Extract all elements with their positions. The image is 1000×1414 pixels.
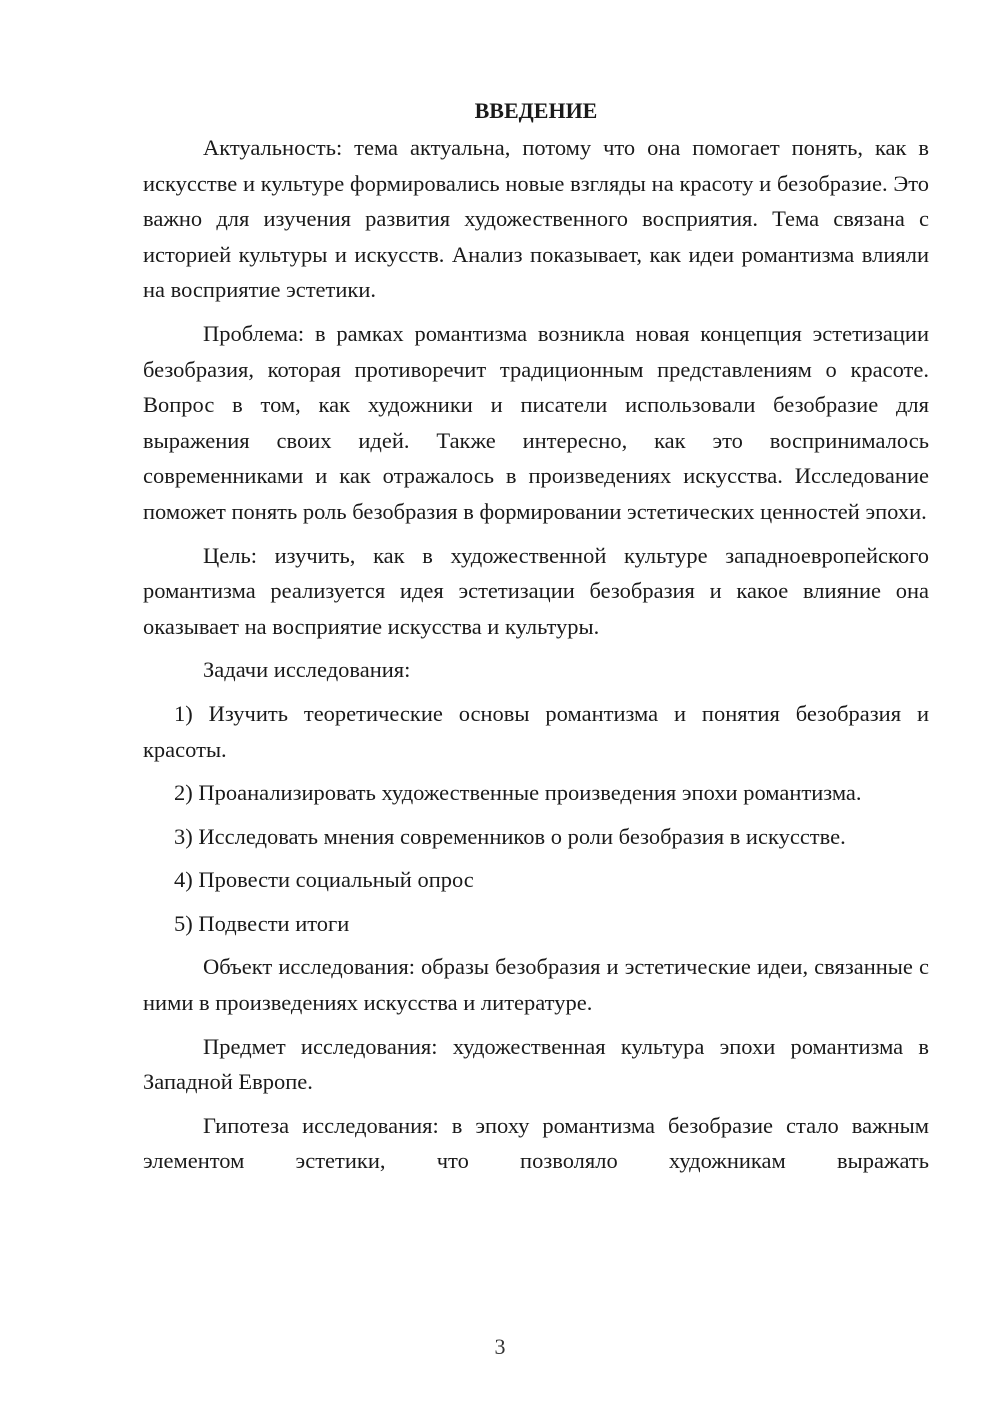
task-item: 5) Подвести итоги <box>174 910 350 936</box>
paragraph-object: Объект исследования: образы безобразия и эстетические идеи, связанные с ними в произведениях искусства и литературе. <box>143 954 929 1016</box>
task-item: 4) Провести социальный опрос <box>174 867 474 893</box>
paragraph-subject: Предмет исследования: художественная культура эпохи романтизма в Западной Европе. <box>143 1033 929 1095</box>
page-number: 3 <box>494 1334 506 1359</box>
paragraph-tasks-heading: Задачи исследования: <box>203 657 411 683</box>
paragraph-hypothesis: Гипотеза исследования: в эпоху романтизма безобразие стало важным элементом эстетики, что позволяло художникам выражать <box>143 1112 929 1174</box>
paragraph-problem: Проблема: в рамках романтизма возникла новая концепция эстетизации безобразия, которая противоречит традиционным представлениям о красоте. Вопрос в том, как художники и писатели использовали безобразие для выражения своих идей. Также интересно, как это воспринималось современниками и как отражалось в произведениях искусства. Исследование поможет понять роль безобразия в формировании эстетических ценностей эпохи. <box>143 320 929 524</box>
task-item: 1) Изучить теоретические основы романтизма и понятия безобразия и красоты. <box>143 700 929 762</box>
paragraph-relevance: Актуальность: тема актуальна, потому что она помогает понять, как в искусстве и культуре формировались новые взгляды на красоту и безобразие. Это важно для изучения развития художественного восприятия. Тема связана с историей культуры и искусств. Анализ показывает, как идеи романтизма влияли на восприятие эстетики. <box>143 135 929 303</box>
paragraph-goal: Цель: изучить, как в художественной культуре западноевропейского романтизма реализуется идея эстетизации безобразия и какое влияние она оказывает на восприятие искусства и культуры. <box>143 542 929 639</box>
document-page <box>143 92 929 1179</box>
section-title: ВВЕДЕНИЕ <box>474 98 598 123</box>
task-item: 3) Исследовать мнения современников о роли безобразия в искусстве. <box>174 823 846 849</box>
task-item: 2) Проанализировать художественные произведения эпохи романтизма. <box>174 780 862 806</box>
